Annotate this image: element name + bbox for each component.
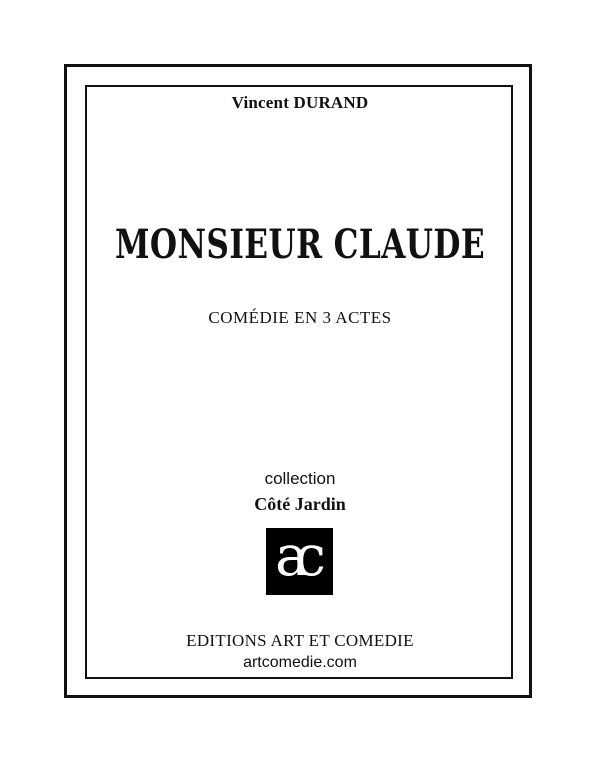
collection-name: Côté Jardin (254, 494, 346, 514)
publisher-name: EDITIONS ART ET COMEDIE (186, 631, 414, 650)
logo-text: ac (275, 524, 312, 589)
publisher-website: artcomedie.com (243, 654, 357, 671)
publisher-logo (266, 524, 333, 595)
book-subtitle: COMÉDIE EN 3 ACTES (208, 308, 392, 327)
author-name: Vincent DURAND (231, 93, 369, 112)
book-title: MONSIEUR CLAUDE (114, 221, 486, 268)
collection-label: collection (264, 469, 336, 488)
